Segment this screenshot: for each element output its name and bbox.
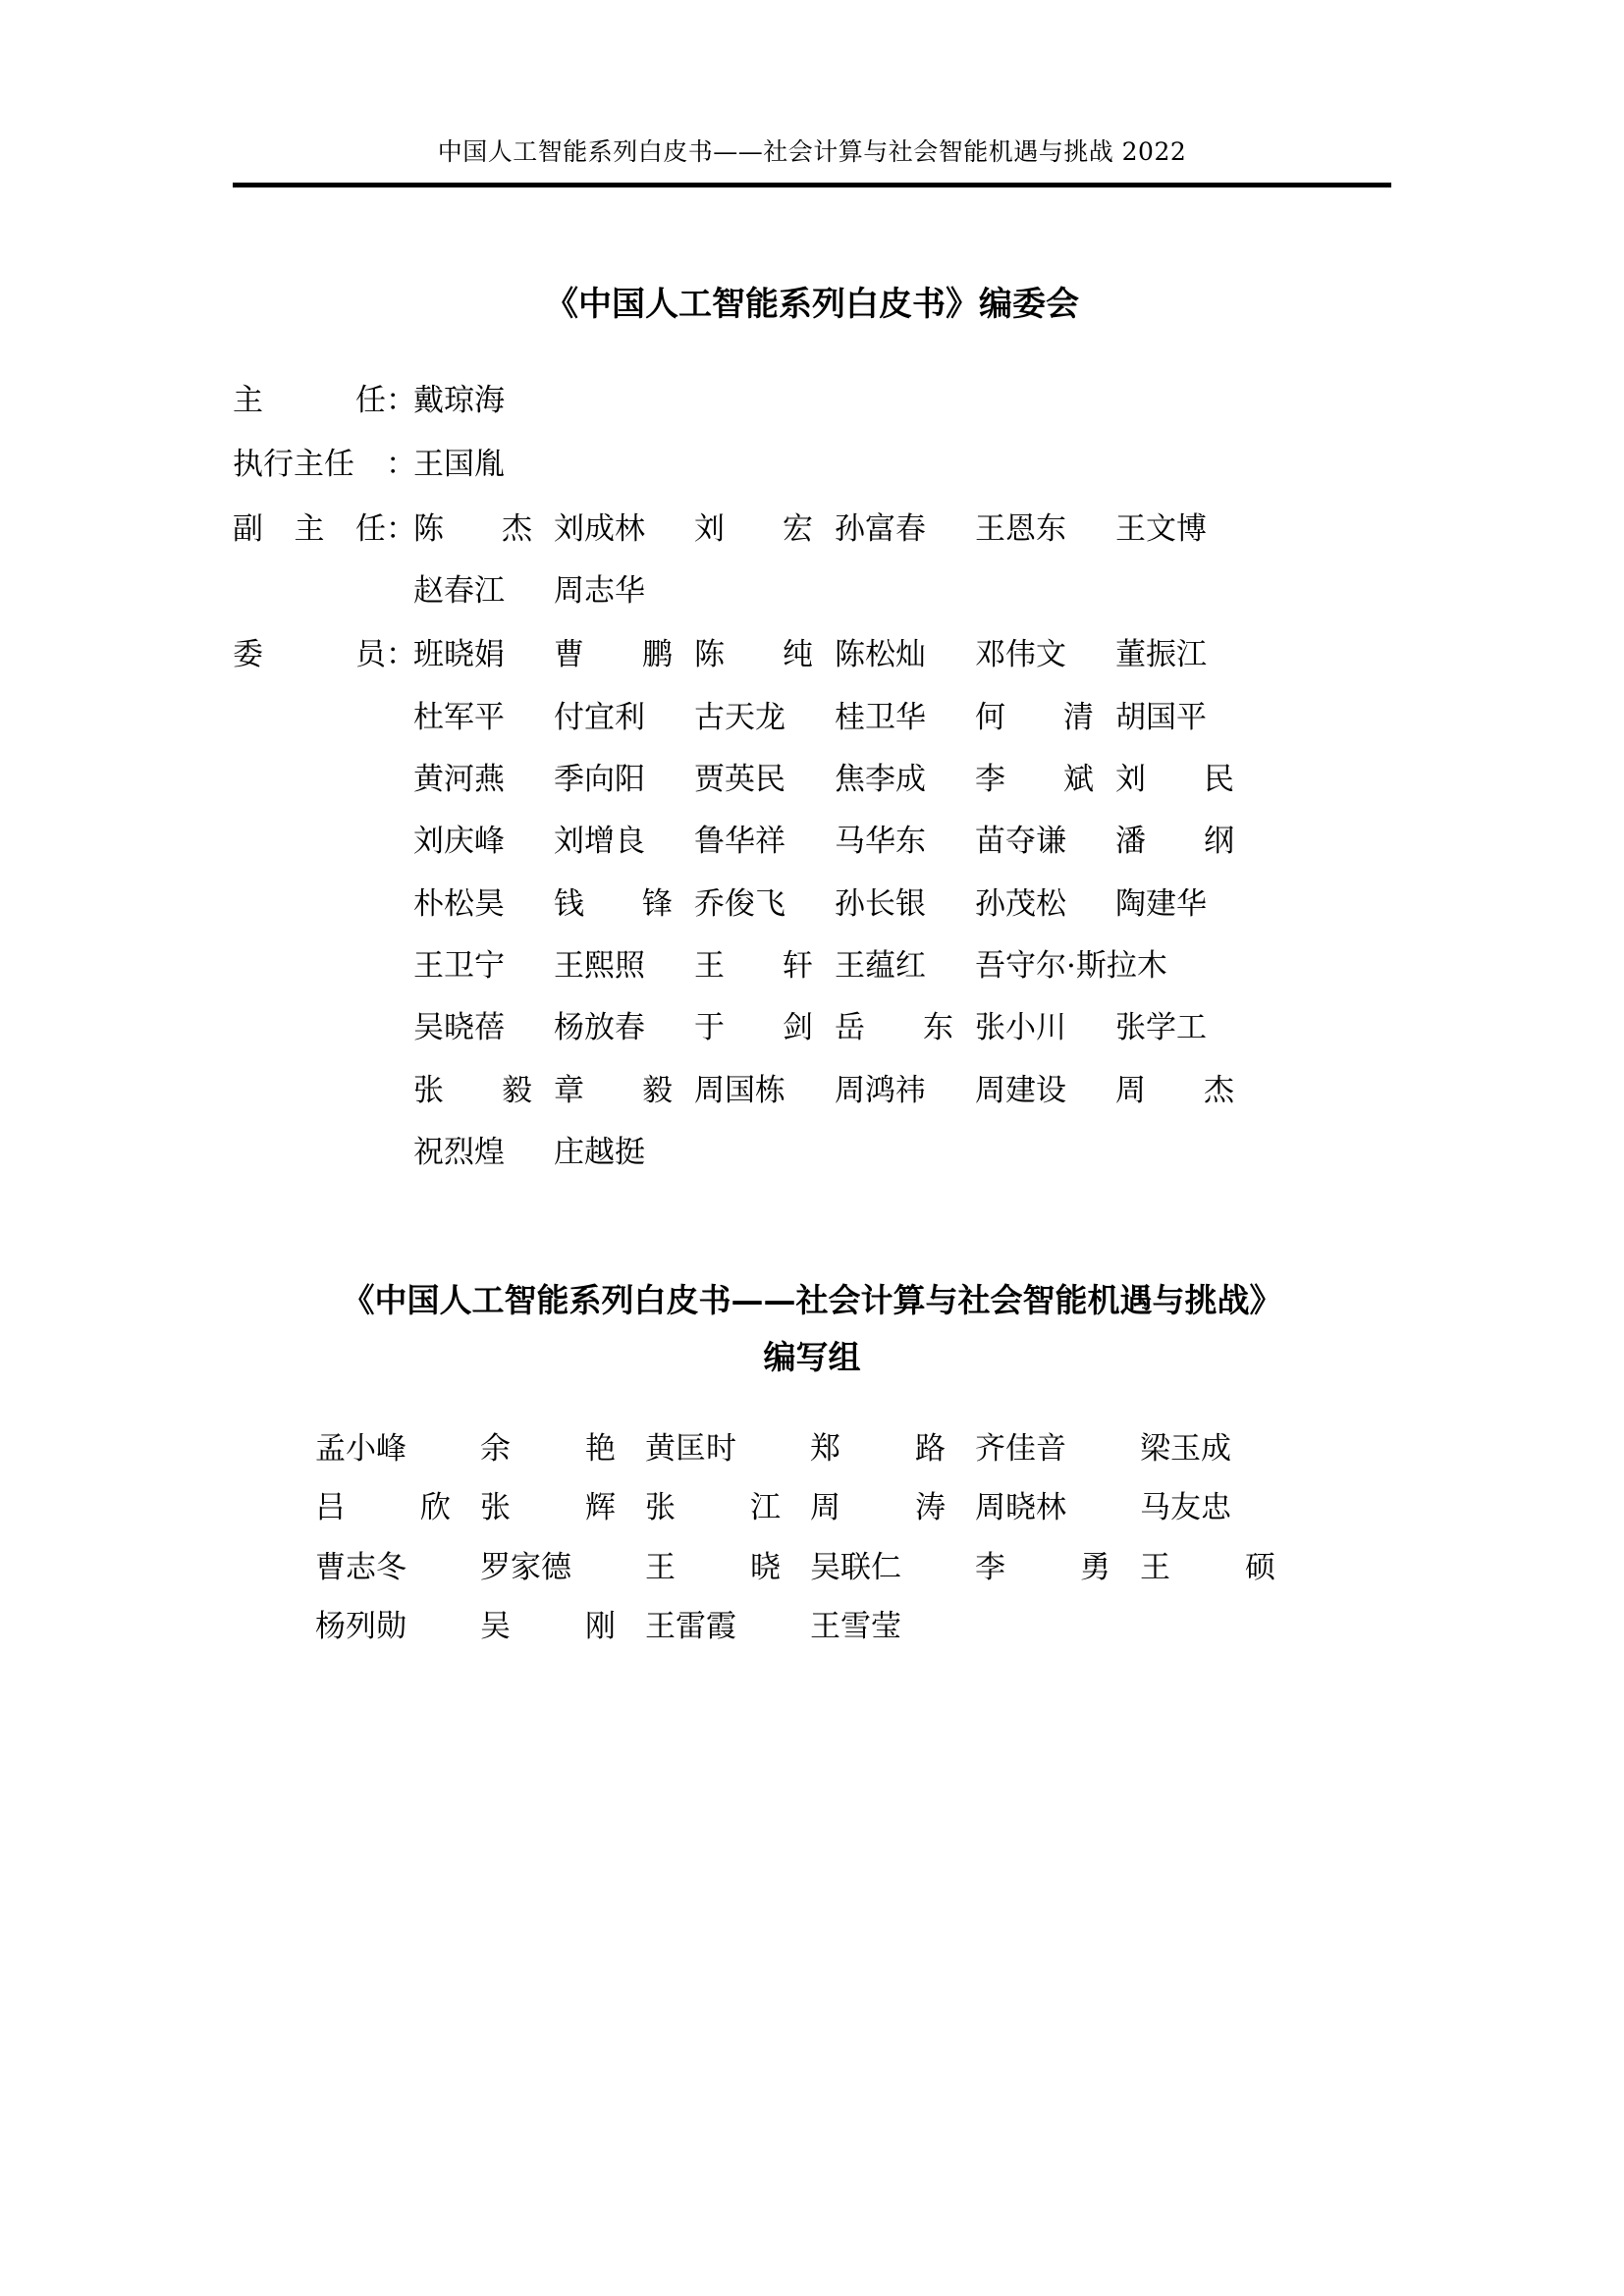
member-name: 苗夺谦 xyxy=(975,824,1066,860)
member-name: 杜军平 xyxy=(413,699,505,735)
member-name: 刘 民 xyxy=(1115,761,1234,797)
member-name: 王 晓 xyxy=(645,1549,781,1585)
name-list xyxy=(413,1125,1391,1181)
role-colon: ： xyxy=(386,447,416,483)
member-name: 孙富春 xyxy=(835,510,926,547)
committee-title: 《中国人工智能系列白皮书》编委会 xyxy=(545,285,1079,324)
member-name: 鲁华祥 xyxy=(694,824,785,860)
member-name: 陈 杰 xyxy=(413,510,532,547)
name-list xyxy=(413,563,1391,619)
member-name: 杨放春 xyxy=(554,1010,645,1046)
member-name: 班晓娟 xyxy=(413,637,505,673)
member-name: 古天龙 xyxy=(694,699,785,735)
member-name: 刘 宏 xyxy=(694,510,813,547)
name-list xyxy=(413,690,1391,746)
running-title: 中国人工智能系列白皮书——社会计算与社会智能机遇与挑战 2022 xyxy=(437,137,1187,166)
member-name: 周志华 xyxy=(554,572,645,609)
member-name: 孟小峰 xyxy=(315,1430,406,1467)
member-name: 王蕴红 xyxy=(835,947,926,984)
member-name: 章 毅 xyxy=(554,1072,673,1108)
name-list xyxy=(413,938,1391,994)
editorial-group-names xyxy=(233,1419,1391,1657)
member-name: 于 剑 xyxy=(694,1010,813,1046)
member-name: 吴联仁 xyxy=(810,1549,901,1585)
editorial-group-row xyxy=(315,1538,1391,1597)
member-name: 王雪莹 xyxy=(810,1608,901,1644)
name-list xyxy=(413,437,1391,493)
member-name: 何 清 xyxy=(975,699,1094,735)
name-list xyxy=(413,1063,1391,1119)
role-label: 主 任 xyxy=(233,382,386,418)
member-name: 周 杰 xyxy=(1115,1072,1234,1108)
role-label: 委 员 xyxy=(233,637,386,673)
member-name: 周鸿祎 xyxy=(835,1072,926,1108)
member-name: 张 辉 xyxy=(480,1490,616,1526)
member-name: 吕 欣 xyxy=(315,1490,451,1526)
member-name: 王 硕 xyxy=(1140,1549,1275,1585)
member-name: 郑 路 xyxy=(810,1430,946,1467)
member-name: 王 轩 xyxy=(694,947,813,984)
member-name: 戴琼海 xyxy=(413,382,505,418)
name-list xyxy=(413,1000,1391,1056)
member-name: 孙茂松 xyxy=(975,885,1066,922)
committee-roster xyxy=(233,373,1391,1181)
roster-row xyxy=(233,938,1391,994)
member-name: 黄河燕 xyxy=(413,761,505,797)
member-name: 邓伟文 xyxy=(975,637,1066,673)
member-name: 桂卫华 xyxy=(835,699,926,735)
role-colon: ： xyxy=(386,510,416,547)
member-name: 刘成林 xyxy=(554,510,645,547)
member-name: 余 艳 xyxy=(480,1430,616,1467)
member-name: 刘庆峰 xyxy=(413,824,505,860)
member-name: 焦李成 xyxy=(835,761,926,797)
member-name: 陶建华 xyxy=(1115,885,1207,922)
member-name: 钱 锋 xyxy=(554,885,673,922)
member-name: 吴 刚 xyxy=(480,1608,616,1644)
member-name: 曹 鹏 xyxy=(554,637,673,673)
member-name: 周国栋 xyxy=(694,1072,785,1108)
editorial-group-title: 《中国人工智能系列白皮书——社会计算与社会智能机遇与挑战》 xyxy=(342,1281,1282,1320)
role-colon: ： xyxy=(386,637,416,673)
member-name: 陈松灿 xyxy=(835,637,926,673)
roster-row xyxy=(233,690,1391,746)
roster-row xyxy=(233,1063,1391,1119)
member-name: 周建设 xyxy=(975,1072,1066,1108)
member-name: 马友忠 xyxy=(1140,1490,1231,1526)
member-name: 潘 纲 xyxy=(1115,824,1234,860)
roster-row xyxy=(233,627,1391,683)
page-header xyxy=(233,137,1391,187)
role-colon: ： xyxy=(386,382,416,418)
roster-row xyxy=(233,373,1391,429)
editorial-group-row xyxy=(315,1478,1391,1537)
member-name: 罗家德 xyxy=(480,1549,571,1585)
member-name: 陈 纯 xyxy=(694,637,813,673)
member-name: 王国胤 xyxy=(413,447,505,483)
member-name: 王恩东 xyxy=(975,510,1066,547)
member-name: 胡国平 xyxy=(1115,699,1207,735)
roster-row xyxy=(233,877,1391,933)
member-name: 齐佳音 xyxy=(975,1430,1066,1467)
editorial-group-row xyxy=(315,1597,1391,1656)
role-label: 执行主任 xyxy=(233,447,354,483)
editorial-group-block xyxy=(233,1275,1391,1656)
roster-row xyxy=(233,502,1391,558)
member-name: 张小川 xyxy=(975,1010,1066,1046)
member-name: 黄匡时 xyxy=(645,1430,736,1467)
member-name: 赵春江 xyxy=(413,572,505,609)
member-name: 周晓林 xyxy=(975,1490,1066,1526)
member-name: 付宜利 xyxy=(554,699,645,735)
member-name: 孙长银 xyxy=(835,885,926,922)
member-name: 杨列勋 xyxy=(315,1608,406,1644)
member-name: 庄越挺 xyxy=(554,1135,645,1171)
member-name: 乔俊飞 xyxy=(694,885,785,922)
member-name: 岳 东 xyxy=(835,1010,953,1046)
member-name: 王熙照 xyxy=(554,947,645,984)
member-name: 张 江 xyxy=(645,1490,781,1526)
page-content xyxy=(233,283,1391,1656)
member-name: 王雷霞 xyxy=(645,1608,736,1644)
member-name: 张学工 xyxy=(1115,1010,1207,1046)
editorial-group-subtitle: 编写组 xyxy=(763,1337,861,1376)
member-name: 王文博 xyxy=(1115,510,1207,547)
member-name: 吾守尔·斯拉木 xyxy=(975,947,1167,984)
name-list xyxy=(413,373,1391,429)
member-name: 朴松昊 xyxy=(413,885,505,922)
role-label: 副 主 任 xyxy=(233,510,386,547)
roster-row xyxy=(233,563,1391,619)
member-name: 李 斌 xyxy=(975,761,1094,797)
roster-row xyxy=(233,1125,1391,1181)
member-name: 祝烈煌 xyxy=(413,1135,505,1171)
member-name: 王卫宁 xyxy=(413,947,505,984)
member-name: 张 毅 xyxy=(413,1072,532,1108)
roster-row xyxy=(233,437,1391,493)
roster-row xyxy=(233,814,1391,870)
header-rule xyxy=(233,183,1391,187)
member-name: 吴晓蓓 xyxy=(413,1010,505,1046)
member-name: 周 涛 xyxy=(810,1490,946,1526)
name-list xyxy=(413,752,1391,808)
editorial-group-row xyxy=(315,1419,1391,1478)
member-name: 贾英民 xyxy=(694,761,785,797)
name-list xyxy=(413,627,1391,683)
name-list xyxy=(413,877,1391,933)
member-name: 梁玉成 xyxy=(1140,1430,1231,1467)
member-name: 李 勇 xyxy=(975,1549,1110,1585)
member-name: 季向阳 xyxy=(554,761,645,797)
member-name: 马华东 xyxy=(835,824,926,860)
member-name: 曹志冬 xyxy=(315,1549,406,1585)
name-list xyxy=(413,502,1391,558)
name-list xyxy=(413,814,1391,870)
member-name: 刘增良 xyxy=(554,824,645,860)
member-name: 董振江 xyxy=(1115,637,1207,673)
roster-row xyxy=(233,1000,1391,1056)
roster-row xyxy=(233,752,1391,808)
